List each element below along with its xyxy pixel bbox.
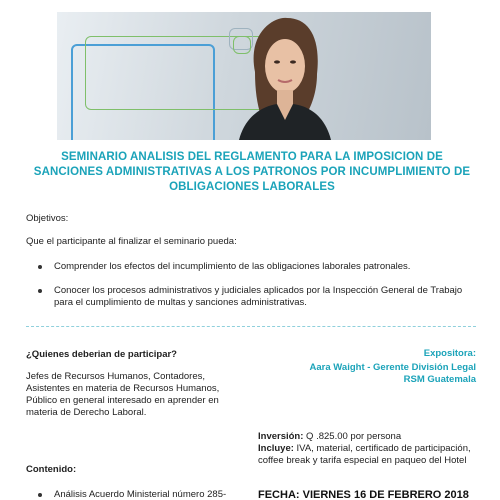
includes-line bbox=[258, 443, 472, 467]
objectives-list bbox=[26, 261, 466, 321]
participants-text: Jefes de Recursos Humanos, Contadores, Asistentes en materia de Recursos Humanos, Público en general interesado en aprender en materia de Derecho Laboral. bbox=[26, 371, 220, 418]
includes-label: Incluye: bbox=[258, 443, 294, 454]
investment-line bbox=[258, 431, 472, 443]
section-divider bbox=[26, 326, 476, 327]
participants-heading: ¿Quienes deberian de participar? bbox=[26, 349, 177, 360]
list-item: Conocer los procesos administrativos y judiciales aplicados por la Inspección General de Trabajo para el cumplimiento de multas y sanciones administrativas. bbox=[26, 285, 466, 309]
objectives-heading: Objetivos: bbox=[26, 213, 69, 224]
seminar-title bbox=[28, 150, 476, 195]
content-heading: Contenido: bbox=[26, 464, 77, 475]
list-item: Análisis Acuerdo Ministerial número 285- bbox=[26, 489, 250, 500]
speaker-label: Expositora: bbox=[423, 348, 476, 359]
objectives-intro: Que el participante al finalizar el seminario pueda: bbox=[26, 236, 237, 247]
woman-portrait-image bbox=[225, 12, 335, 140]
title-line: SANCIONES ADMINISTRATIVAS A LOS PATRONOS POR INCUMPLIMIENTO DE bbox=[33, 166, 471, 178]
investment-label: Inversión: bbox=[258, 431, 304, 442]
list-item: Comprender los efectos del incumplimiento de las obligaciones laborales patronales. bbox=[26, 261, 466, 273]
event-date: FECHA: VIERNES 16 DE FEBRERO 2018 bbox=[258, 489, 469, 500]
title-line: OBLIGACIONES LABORALES bbox=[169, 181, 335, 193]
speaker-company: RSM Guatemala bbox=[403, 374, 476, 385]
hero-banner bbox=[57, 12, 431, 140]
includes-value: IVA, material, certificado de participación, coffee break y tarifa especial en paqueo del Hotel bbox=[258, 443, 471, 466]
title-line: SEMINARIO ANALISIS DEL REGLAMENTO PARA LA IMPOSICION DE bbox=[61, 151, 443, 163]
investment-value: Q .825.00 por persona bbox=[306, 431, 402, 442]
content-list bbox=[26, 489, 250, 500]
speaker-name: Aara Waight - Gerente División Legal bbox=[309, 362, 476, 373]
